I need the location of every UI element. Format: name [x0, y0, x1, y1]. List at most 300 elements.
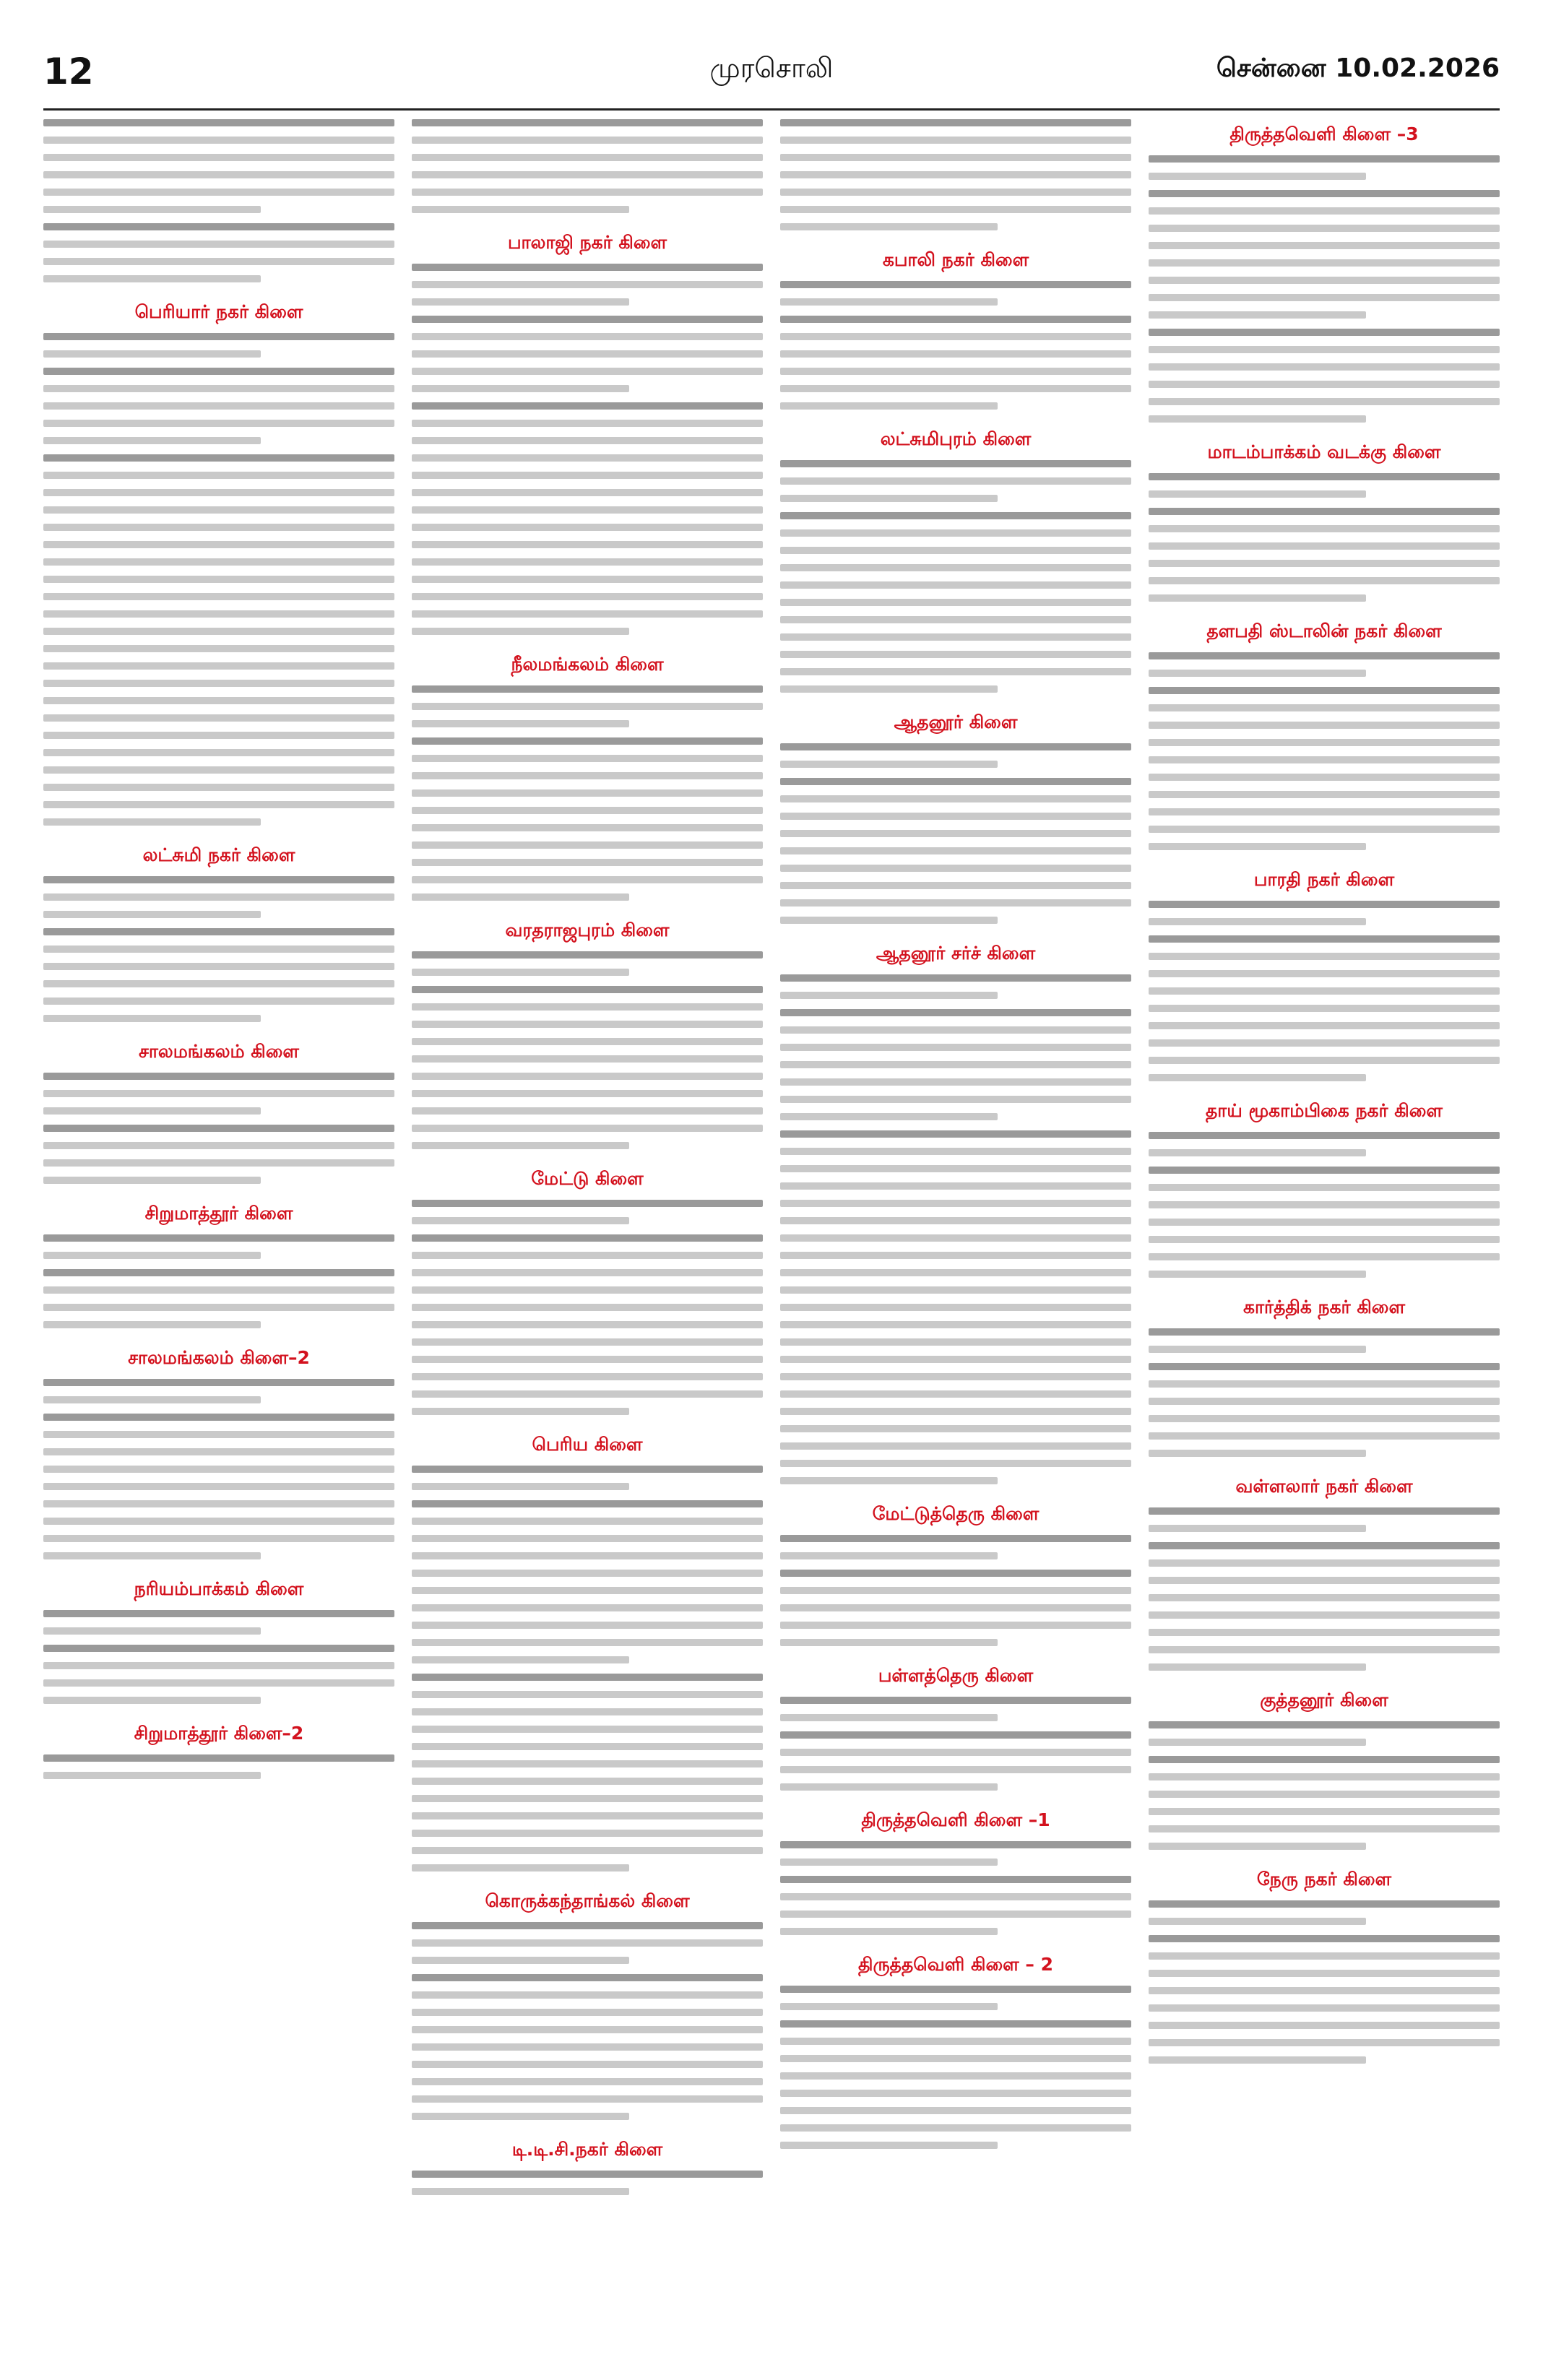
text-line [412, 541, 763, 548]
text-line [780, 368, 1131, 375]
text-line [412, 281, 763, 288]
text-line [1149, 687, 1500, 694]
text-line [43, 258, 394, 265]
text-line [1149, 1525, 1366, 1532]
text-line [780, 1321, 1131, 1328]
text-line [1149, 1057, 1500, 1064]
text-line [412, 1073, 763, 1080]
text-line [1149, 774, 1500, 781]
text-line [43, 1431, 394, 1438]
branch-section [412, 1434, 763, 1871]
text-line [43, 1073, 394, 1080]
text-line [780, 865, 1131, 872]
text-line [1149, 473, 1500, 480]
text-line [412, 206, 629, 213]
text-line [412, 1974, 763, 1981]
text-line [412, 1570, 763, 1577]
article-columns [43, 119, 1500, 2351]
text-line [780, 1096, 1131, 1103]
text-line [1149, 1629, 1500, 1636]
section-heading: ஆதனூர் சர்ச் கிளை [876, 943, 1036, 964]
text-line [1149, 1952, 1500, 1960]
branch-section [1149, 441, 1500, 602]
text-line [43, 333, 394, 340]
branch-section [43, 1578, 394, 1704]
text-line [412, 1021, 763, 1028]
page-number: 12 [43, 51, 94, 92]
text-paragraph [780, 1130, 1131, 1484]
masthead [43, 51, 1500, 101]
text-line [780, 2142, 998, 2149]
text-line [412, 628, 629, 635]
text-line [412, 1708, 763, 1715]
text-line [412, 951, 763, 959]
branch-section [412, 654, 763, 901]
text-line [43, 893, 394, 901]
text-paragraph [780, 1009, 1131, 1120]
text-line [780, 2003, 998, 2010]
section-heading: கொருக்கந்தாங்கல் கிளை [485, 1890, 690, 1911]
section-heading: டி.டி.சி.நகர் கிளை [511, 2139, 663, 2160]
text-line [780, 512, 1131, 519]
text-line [1149, 1039, 1500, 1047]
text-line [412, 1743, 763, 1750]
text-line [412, 298, 629, 306]
text-line [780, 1148, 1131, 1155]
text-line [1149, 1970, 1500, 1977]
branch-section [780, 943, 1131, 1484]
text-line [780, 1841, 1131, 1848]
text-line [1149, 826, 1500, 833]
text-line [412, 437, 763, 444]
text-line [780, 1639, 998, 1646]
text-line [43, 1321, 261, 1328]
text-line [780, 189, 1131, 196]
text-line [780, 1061, 1131, 1068]
text-paragraph [1149, 329, 1500, 423]
text-line [412, 1356, 763, 1363]
text-line [412, 1639, 763, 1646]
newspaper-title: முரசொலி [709, 52, 834, 84]
text-line [1149, 1271, 1366, 1278]
text-paragraph [1149, 901, 1500, 925]
text-line [780, 1130, 1131, 1138]
text-line [780, 1749, 1131, 1756]
text-line [1149, 1935, 1500, 1942]
text-line [43, 963, 394, 970]
branch-section [1149, 1100, 1500, 1278]
text-line [780, 1252, 1131, 1259]
branch-section [780, 711, 1131, 924]
text-paragraph [1149, 508, 1500, 602]
text-line [43, 454, 394, 462]
text-paragraph [412, 1234, 763, 1415]
section-heading: நீலமங்கலம் கிளை [511, 654, 664, 675]
text-line [1149, 560, 1500, 567]
text-line [1149, 1450, 1366, 1457]
text-line [43, 1697, 261, 1704]
text-paragraph [412, 402, 763, 635]
text-line [1149, 207, 1500, 215]
section-heading: வரதராஜபுரம் கிளை [505, 919, 670, 940]
text-line [780, 1442, 1131, 1450]
text-line [1149, 1739, 1366, 1746]
text-line [43, 472, 394, 479]
text-line [1149, 1577, 1500, 1584]
text-line [780, 1304, 1131, 1311]
text-line [1149, 1808, 1500, 1815]
text-line [43, 1772, 261, 1779]
text-paragraph [43, 368, 394, 444]
text-line [412, 841, 763, 849]
text-line [1149, 1756, 1500, 1763]
text-line [1149, 808, 1500, 815]
branch-section [1149, 124, 1500, 423]
text-line [412, 420, 763, 427]
text-paragraph [412, 1974, 763, 2120]
text-line [1149, 398, 1500, 405]
text-paragraph [1149, 1756, 1500, 1850]
text-line [43, 206, 261, 213]
text-paragraph [412, 1200, 763, 1224]
text-line [1149, 1236, 1500, 1243]
text-line [780, 1234, 1131, 1242]
text-line [1149, 1507, 1500, 1515]
text-line [412, 1055, 763, 1063]
text-line [43, 171, 394, 178]
section-heading: சிறுமாத்தூர் கிளை–2 [134, 1723, 304, 1744]
text-paragraph [412, 119, 763, 213]
text-line [412, 859, 763, 866]
text-paragraph [412, 1500, 763, 1663]
text-paragraph [43, 1754, 394, 1779]
text-line [780, 761, 998, 768]
text-paragraph [1149, 1167, 1500, 1278]
text-line [1149, 756, 1500, 763]
text-line [43, 1015, 261, 1022]
text-line [43, 541, 394, 548]
text-line [780, 1026, 1131, 1034]
text-paragraph [43, 1645, 394, 1704]
text-line [780, 830, 1131, 837]
text-line [780, 599, 1131, 606]
text-line [412, 807, 763, 814]
text-paragraph [43, 454, 394, 826]
text-line [1149, 1346, 1366, 1353]
text-line [43, 1142, 394, 1149]
text-line [780, 171, 1131, 178]
text-line [1149, 1825, 1500, 1832]
text-line [780, 1876, 1131, 1883]
text-line [412, 2188, 629, 2195]
section-heading: கபாலி நகர் கிளை [882, 249, 1029, 270]
text-line [43, 818, 261, 826]
column-3 [780, 119, 1131, 2351]
branch-section [43, 1347, 394, 1559]
text-line [780, 1390, 1131, 1398]
text-line [43, 1252, 261, 1259]
text-line [780, 460, 1131, 467]
text-line [412, 1812, 763, 1819]
text-line [1149, 1149, 1366, 1156]
text-line [780, 223, 998, 230]
text-line [412, 876, 763, 883]
text-paragraph [412, 264, 763, 306]
text-line [43, 1304, 394, 1311]
text-line [412, 2061, 763, 2068]
text-line [780, 743, 1131, 750]
text-line [43, 241, 394, 248]
text-line [412, 402, 763, 410]
branch-section [780, 1503, 1131, 1646]
text-paragraph [412, 1466, 763, 1490]
text-line [412, 472, 763, 479]
text-line [1149, 1253, 1500, 1260]
text-line [780, 668, 1131, 675]
text-line [412, 2095, 763, 2103]
text-line [43, 1483, 394, 1490]
section-heading: சாலமங்கலம் கிளை–2 [128, 1347, 310, 1368]
text-line [780, 333, 1131, 340]
branch-section [1149, 1297, 1500, 1457]
text-line [1149, 1184, 1500, 1191]
text-line [43, 189, 394, 196]
text-line [412, 1125, 763, 1132]
branch-section [43, 844, 394, 1022]
section-heading: சிறுமாத்தூர் கிளை [144, 1203, 293, 1224]
text-line [412, 1674, 763, 1681]
text-line [43, 1662, 394, 1669]
text-line [780, 1408, 1131, 1415]
branch-section [43, 119, 394, 282]
text-paragraph [43, 1414, 394, 1559]
text-paragraph [412, 2171, 763, 2195]
text-line [1149, 1022, 1500, 1029]
section-heading: தாய் மூகாம்பிகை நகர் கிளை [1206, 1100, 1443, 1121]
text-paragraph [780, 2020, 1131, 2149]
text-line [780, 477, 1131, 485]
text-line [43, 1552, 261, 1559]
text-line [43, 119, 394, 126]
text-line [1149, 311, 1366, 319]
text-line [1149, 363, 1500, 371]
section-heading: நரியம்பாக்கம் கிளை [134, 1578, 304, 1599]
text-line [780, 1200, 1131, 1207]
text-line [780, 2038, 1131, 2045]
text-line [43, 1414, 394, 1421]
text-line [780, 1009, 1131, 1016]
text-line [780, 1858, 998, 1866]
edition-date: சென்னை 10.02.2026 [1216, 53, 1500, 83]
text-line [1149, 1594, 1500, 1601]
text-line [43, 1125, 394, 1132]
text-line [412, 1038, 763, 1045]
text-line [43, 1234, 394, 1242]
text-paragraph [412, 1922, 763, 1964]
text-line [412, 1604, 763, 1611]
text-line [43, 1627, 261, 1635]
text-line [43, 945, 394, 953]
text-line [43, 385, 394, 392]
text-line [1149, 1398, 1500, 1405]
text-line [412, 1142, 629, 1149]
text-line [412, 1304, 763, 1311]
text-line [412, 1939, 763, 1947]
text-line [780, 1622, 1131, 1629]
text-line [780, 2072, 1131, 2080]
text-paragraph [1149, 1542, 1500, 1671]
text-paragraph [412, 986, 763, 1149]
text-line [43, 437, 261, 444]
text-line [412, 969, 629, 976]
text-line [43, 610, 394, 618]
branch-section [1149, 620, 1500, 850]
text-line [1149, 970, 1500, 977]
text-line [1149, 1380, 1500, 1388]
text-line [1149, 508, 1500, 515]
section-heading: லட்சுமி நகர் கிளை [142, 844, 295, 865]
text-line [412, 1847, 763, 1854]
text-line [43, 1286, 394, 1294]
text-line [43, 420, 394, 427]
text-line [412, 610, 763, 618]
text-line [780, 281, 1131, 288]
text-line [412, 454, 763, 462]
text-line [1149, 242, 1500, 249]
text-line [1149, 381, 1500, 388]
text-line [780, 137, 1131, 144]
text-line [780, 616, 1131, 623]
text-line [1149, 1918, 1366, 1925]
text-line [43, 1107, 261, 1115]
text-paragraph [780, 1986, 1131, 2010]
branch-section [1149, 1476, 1500, 1671]
text-paragraph [780, 1731, 1131, 1791]
text-line [43, 1396, 261, 1403]
branch-section [43, 1203, 394, 1328]
text-paragraph [780, 1841, 1131, 1866]
section-heading: ஆதனூர் கிளை [894, 711, 1018, 732]
text-line [43, 980, 394, 987]
text-line [412, 1552, 763, 1559]
text-paragraph [1149, 1328, 1500, 1353]
branch-section [1149, 869, 1500, 1081]
text-line [1149, 2004, 1500, 2012]
branch-section [412, 232, 763, 635]
text-line [1149, 490, 1366, 498]
text-line [780, 1714, 998, 1721]
text-line [780, 992, 998, 999]
section-heading: பெரிய கிளை [532, 1434, 643, 1455]
text-line [1149, 259, 1500, 267]
text-line [412, 1466, 763, 1473]
text-line [43, 223, 394, 230]
text-line [780, 2020, 1131, 2028]
text-line [412, 593, 763, 600]
text-line [780, 685, 998, 693]
text-line [412, 1090, 763, 1097]
text-line [43, 998, 394, 1005]
text-line [412, 333, 763, 340]
text-paragraph [1149, 1507, 1500, 1532]
text-line [1149, 670, 1366, 677]
text-line [412, 1269, 763, 1276]
section-heading: சாலமங்கலம் கிளை [139, 1041, 299, 1062]
text-line [43, 1645, 394, 1652]
text-line [412, 385, 629, 392]
text-line [780, 1356, 1131, 1363]
text-line [412, 524, 763, 531]
text-line [412, 2078, 763, 2085]
text-line [1149, 843, 1366, 850]
text-line [1149, 1415, 1500, 1422]
text-line [1149, 722, 1500, 729]
text-line [1149, 1900, 1500, 1908]
text-paragraph [1149, 1721, 1500, 1746]
section-heading: வள்ளலார் நகர் கிளை [1235, 1476, 1413, 1497]
text-line [780, 1986, 1131, 1993]
text-line [43, 928, 394, 935]
text-line [412, 1321, 763, 1328]
text-line [1149, 1328, 1500, 1336]
text-paragraph [43, 928, 394, 1022]
text-line [43, 1269, 394, 1276]
text-paragraph [780, 1876, 1131, 1935]
text-line [412, 1656, 629, 1663]
text-line [43, 645, 394, 652]
text-line [412, 189, 763, 196]
text-line [1149, 901, 1500, 908]
header-rule [43, 108, 1500, 111]
text-paragraph [43, 223, 394, 282]
text-line [1149, 1646, 1500, 1653]
text-paragraph [780, 1697, 1131, 1721]
text-line [1149, 155, 1500, 163]
text-line [1149, 987, 1500, 995]
text-line [412, 824, 763, 831]
section-heading: குத்தனூர் கிளை [1260, 1689, 1388, 1710]
text-line [412, 986, 763, 993]
text-line [412, 1957, 629, 1964]
text-paragraph [780, 316, 1131, 410]
text-line [43, 350, 261, 358]
text-line [43, 1177, 261, 1184]
text-line [1149, 1559, 1500, 1567]
text-line [780, 651, 1131, 658]
branch-section [412, 1168, 763, 1415]
text-line [43, 137, 394, 144]
text-line [412, 137, 763, 144]
text-line [1149, 1074, 1366, 1081]
text-line [1149, 704, 1500, 711]
text-line [1149, 739, 1500, 746]
text-line [780, 1460, 1131, 1467]
text-line [780, 564, 1131, 571]
text-line [43, 732, 394, 739]
text-line [412, 2171, 763, 2178]
text-line [412, 1535, 763, 1542]
text-line [43, 697, 394, 704]
branch-section [43, 301, 394, 826]
text-line [412, 720, 629, 727]
text-line [780, 1928, 998, 1935]
text-line [1149, 225, 1500, 232]
text-line [412, 489, 763, 496]
text-line [780, 350, 1131, 358]
text-paragraph [1149, 1132, 1500, 1156]
branch-section [780, 1809, 1131, 1935]
text-paragraph [412, 685, 763, 727]
